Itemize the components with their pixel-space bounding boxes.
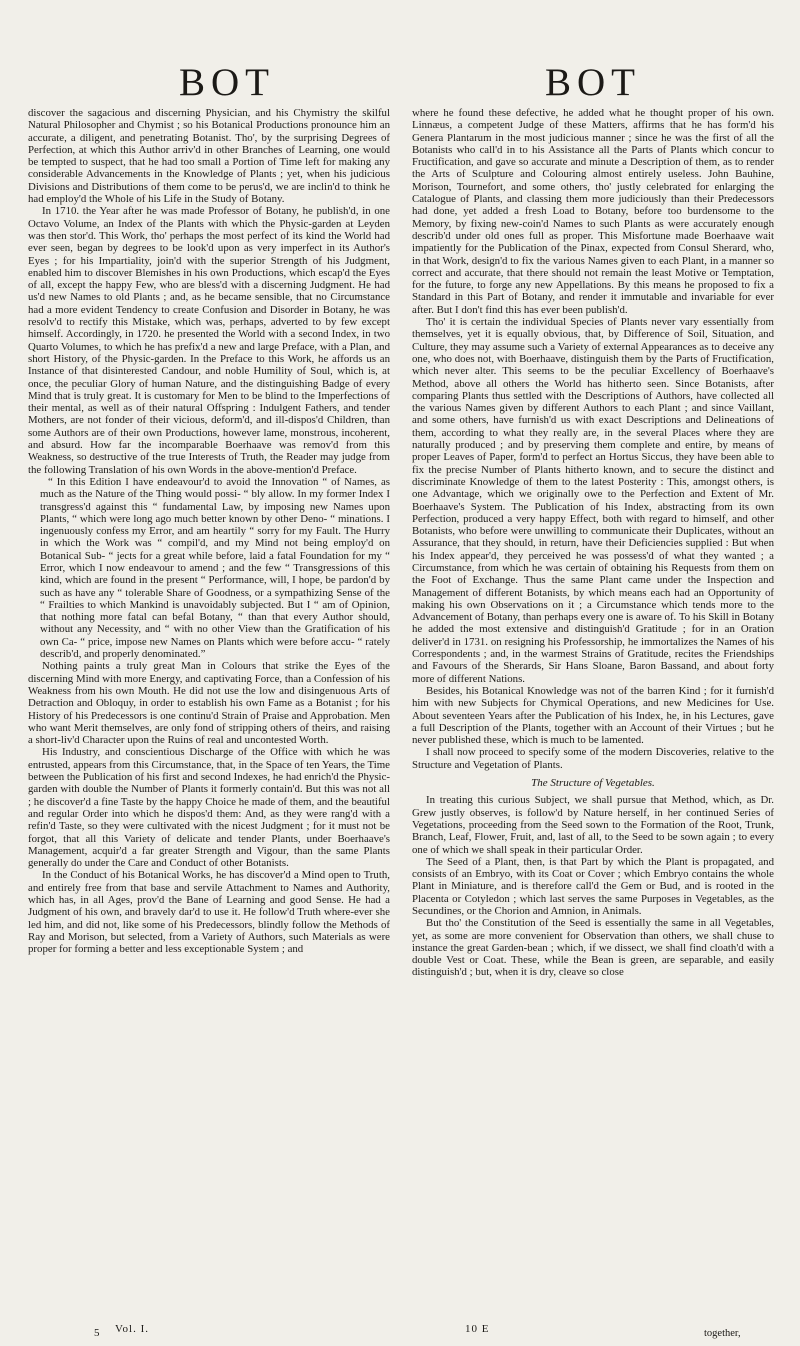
page-number: 5 xyxy=(94,1327,100,1339)
volume-label: Vol. I. xyxy=(115,1323,149,1335)
paragraph: where he found these defective, he added what he thought proper of his own. Linnæus, a competent Judge of these Matters, affirms that he has form'd his Genera Plantarum in the most judicious manner ; since he was the first of all the Botanists who call'd in to his Assistance all the Parts of Plants which concur to Fructification, and gave so accurate and minute a Description of them, as to render the Arts of Sculpture and Colouring almost entirely useless. John Bauhine, Morison, Tournefort, and some others, tho' justly celebrated for enlarging the Catalogue of Plants, and classing them more judiciously than their Predecessors had done, yet added a fresh Load to Botany, before too burdensome to the Memory, by fixing new-coin'd Names to such Plants as were accurately enough describ'd under old ones full as proper. This Misfortune made Boerhaave wait impatiently for the Publication of the Pinax, expected from Consul Sherard, who, in that Work, design'd to fix the various Names given to each Plant, in a manner so correct and accurate, that there should not remain the least Motive or Temptation, for the future, to forge any new Appellations. By this means he proposed to fix a Standard in this Part of Botany, and render it immutable and invariable for ever after. But I don't find this has ever been publish'd. xyxy=(412,107,774,316)
section-title: The Structure of Vegetables. xyxy=(531,777,655,790)
paragraph: Tho' it is certain the individual Species of Plants never vary essentially from themselves, yet it is equally obvious, that, by Difference of Soil, Situation, and Culture, they may assume such a Variety of external Appearances as to deceive any one, who does not, with Boerhaave, distinguish them by the Parts of Fructification, which never alter. This seems to be the peculiar Excellency of Boerhaave's Method, above all others the World has hitherto seen. Since Botanists, after comparing Plants thus settled with the Descriptions of Authors, have collected all the various Names given by different Authors to each Plant ; and since Vaillant, and some others, have furnish'd us with exact Descriptions and Delineations of them, according to what they really are, in the several Places where they are naturally produced ; and by preserving them complete and entire, by means of proper Leaves of Paper, form'd to perfect an Hortus Siccus, they have been able to fix the precise Number of Plants hitherto known, and to secure the distinct and discriminate Knowledge of them to the latest Posterity : This, amongst others, is one Advantage, which we originally owe to the Perfection and Extent of Mr. Boerhaave's System. The Publication of his Index, abstracting from its own Perfection, produced a very happy Effect, both with regard to himself, and other Botanists, who before were unwilling to communicate their Duplicates, without an Assurance, that they should, in return, have their Deficiencies supplied : But when his Index appear'd, they perceived he was possess'd of what they wanted ; a Circumstance, from which he was certain of obtaining his Requests from them on the Foot of Exchange. Thus the same Plant came under the Inspection and Management of different Botanists, by which means each had an Opportunity of making his own Observations on it ; a Circumstance which tends more to the Advancement of Botany, than perhaps every one is aware of. To his Skill in Botany he added the most extensive and distinguish'd Gratitude ; for in an Oration deliver'd in 1731. on resigning his Professorship, he immortalizes the Names of his Correspondents ; and, in the warmest Strains of Gratitude, recites the Friendships and Favours of the Sherards, Sir Hans Sloane, Baron Bassand, and about forty more of different Nations. xyxy=(412,316,774,685)
right-column xyxy=(412,107,774,979)
paragraph: The Seed of a Plant, then, is that Part by which the Plant is propagated, and consists of an Embryo, with its Coat or Cover ; which Embryo contains the whole Plant in Miniature, and is therefore call'd the Gem or Bud, and is rooted in the Placenta or Cotyledon ; which last serves the same Purposes in Vegetables, as the Secundines, or the Chorion and Amnion, in Animals. xyxy=(412,855,774,917)
quote-text: “ In this Edition I have endeavour'd to avoid the Innovation “ of Names, as much as the Nature of the Thing would possi- “ bly allow. In my former Index I transgress'd against this “ fundamental Law, by imposing new Names upon Plants, “ which were long ago much better known by other Deno- “ minations. I ingenuously confess my Error, and am heartily “ sorry for my Fault. The Hurry in which the Work was “ compil'd, and my Mind not being employ'd on Botanical Sub- “ jects for a great while before, laid a fatal Foundation for my “ Error, which I now endeavour to amend ; and the few “ Transgressions of this kind, which are found in the present “ Performance, will, I hope, be pardon'd by such as have any “ tolerable Share of Goodness, or a sympathizing Sense of the “ Frailties to which Mankind is unavoidably subjected. But I “ am of Opinion, that nothing more fatal can befal Botany, “ than that every Author should, without any Necessity, and “ with no other View than the Gratification of his own Ca- “ price, impose new Names on Plants which were before accu- “ rately describ'd, and properly denominated.” xyxy=(40,475,390,661)
left-column xyxy=(28,107,390,955)
running-head-left: BOT xyxy=(179,61,275,104)
paragraph: His Industry, and conscientious Discharge of the Office with which he was entrusted, appears from this Circumstance, that, in the Space of ten Years, the Time between the Publication of his first and second Indexes, he had enrich'd the Physic-garden with double the Number of Plants it formerly contain'd. But this was not all ; he discover'd a fine Taste by the happy Choice he made of them, and the beautiful and regular Order into which he dispos'd them: And, as they were rang'd with a refin'd Taste, so they were cultivated with the nicest Judgment ; for it must not be forgot, that all this Variety of delicate and tender Plants, under Boerhaave's Management, acquir'd a far greater Strength and Vigour, than the same Plants generally do under the Care and Conduct of other Botanists. xyxy=(28,746,390,870)
signature-mark: 10 E xyxy=(465,1323,490,1335)
paragraph: I shall now proceed to specify some of the modern Discoveries, relative to the Structure and Vegetation of Plants. xyxy=(412,746,774,771)
paragraph: discover the sagacious and discerning Physician, and his Chymistry the skilful Natural Philosopher and Chymist ; so his Botanical Productions pronounce him an accurate, a diligent, and penetrating Botanist. Tho', by the surprising Degrees of Perfection, at which this Author arriv'd in other Branches of Learning, one would be tempted to suspect, that he had too small a Portion of Time left for making any considerable Advancements in the Knowledge of Plants ; yet, when his judicious Divisions and Distributions of them come to be perus'd, we are inclin'd to think he had employ'd the Whole of his Life in the Study of Botany. xyxy=(28,107,390,206)
paragraph: In treating this curious Subject, we shall pursue that Method, which, as Dr. Grew justly observes, is follow'd by Nature herself, in her continued Series of Vegetations, proceeding from the Seed sown to the Formation of the Root, Trunk, Branch, Leaf, Flower, Fruit, and, last of all, to the Seed to be sown again ; to every one of which we shall speak in their particular Order. xyxy=(412,794,774,856)
running-head-right: BOT xyxy=(545,61,641,104)
block-quote xyxy=(28,476,390,660)
catchword: together, xyxy=(704,1328,741,1339)
paragraph: In the Conduct of his Botanical Works, he has discover'd a Mind open to Truth, and entirely free from that base and servile Attachment to Names and Authority, which has, in all Ages, prov'd the Bane of Learning and good Sense. He had a Judgment of his own, and bravely dar'd to use it. He follow'd Truth where-ever she led him, and did not, like some of his Predecessors, blindly follow the Methods of Ray and Morison, but selected, from a Variety of Authors, such Materials as were proper for forming a better and less exceptionable System ; and xyxy=(28,869,390,956)
paragraph: Besides, his Botanical Knowledge was not of the barren Kind ; for it furnish'd him with new Subjects for Chymical Operations, and new Medicines for Use. About seventeen Years after the Publication of his Index, he, in his Lectures, gave a full Description of the Plants, together with an Account of their Virtues ; but he never published these, which is much to be lamented. xyxy=(412,684,774,747)
paragraph: But tho' the Constitution of the Seed is essentially the same in all Vegetables, yet, as some are more convenient for Observation than others, we shall chuse to instance the great Garden-bean ; which, if we dissect, we shall find cloath'd with a double Vest or Coat. These, while the Bean is green, are separable, and easily distinguish'd ; but, when it is dry, cleave so close xyxy=(412,917,774,979)
paragraph: Nothing paints a truly great Man in Colours that strike the Eyes of the discerning Mind with more Energy, and captivating Force, than a Confession of his Weakness from his own Mouth. He did not use the low and disingenuous Arts of Detraction and Obloquy, in order to establish his own Fame as a Botanist ; for his History of his Predecessors is one continu'd Strain of Praise and Approbation. Men who want Merit themselves, are only fond of stripping others of theirs, and raising a short-liv'd Character upon the Ruins of real and uncontested Worth. xyxy=(28,660,390,747)
paragraph: In 1710. the Year after he was made Professor of Botany, he publish'd, in one Octavo Volume, an Index of the Plants with which the Physic-garden at Leyden was then stor'd. This Work, tho' perhaps the most perfect of its kind the World had ever seen, began by degrees to be look'd upon as very imperfect in its Author's Eyes ; for his Impartiality, join'd with the superior Strength of his Judgment, enabled him to discover Blemishes in his own Productions, which escap'd the Eyes of all, except the happy Few, who are bless'd with a discerning Judgment. He had us'd new Names to old Plants ; and, as he became sensible, that no Circumstance had a more evident Tendency to create Confusion and Disorder in Botany, he was resolv'd to rectify this Mistake, which was, perhaps, adverted to by few except himself. Accordingly, in 1720. he presented the World with a second Index, in two Quarto Volumes, to which he has prefix'd a new and large Preface, with a Plan, and short History, of the Physic-garden. In the Preface to this Work, he affords us an Instance of that disinterested Candour, and noble Humility of Soul, which is, at once, the peculiar Glory of human Nature, and the distinguishing Badge of every Mind that is truly great. It is customary for Men to be blind to the Imperfections of their mental, as well as of their natural Offspring : Indulgent Fathers, and tender Mothers, are not fonder of their vicious, deform'd, and ill-dispos'd Children, than some Authors are of their own Productions, however lame, monstrous, incoherent, and absurd. How far the incomparable Boerhaave was remov'd from this Weakness, so destructive of the true Interests of Truth, the Reader may judge from the following Translation of his own Words in the above-mention'd Preface. xyxy=(28,205,390,476)
